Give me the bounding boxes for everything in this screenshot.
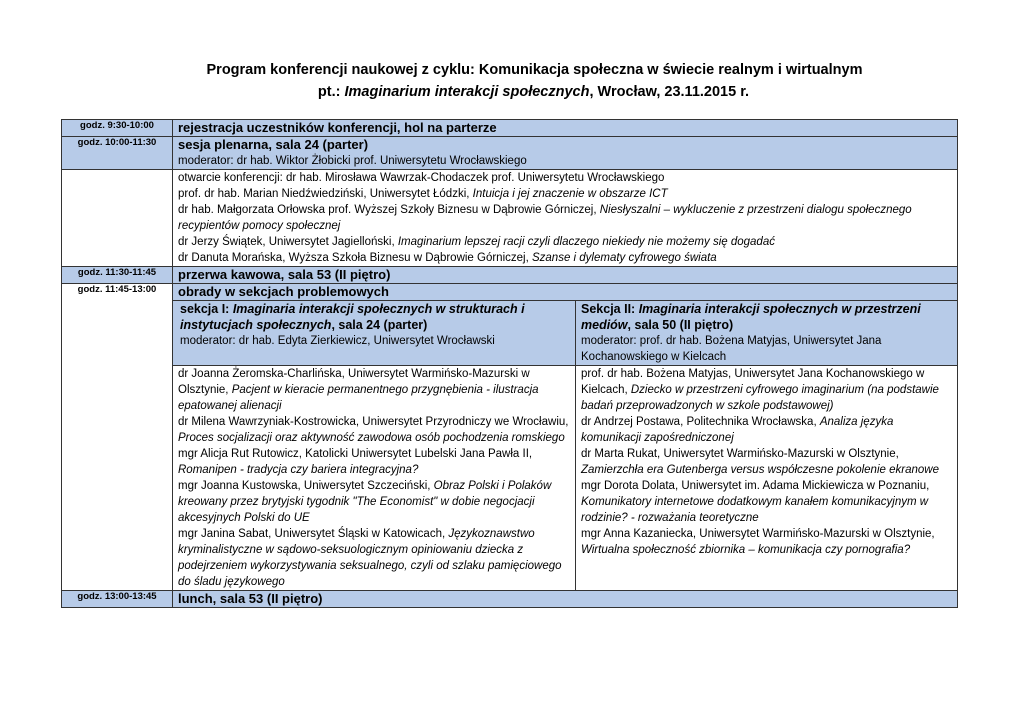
talk-author: mgr Alicja Rut Rutowicz, Katolicki Uniwersytet Lubelski Jana Pawła II,	[178, 448, 533, 460]
talk-item	[581, 526, 952, 558]
event-cell	[173, 120, 958, 137]
section-1-header	[173, 301, 576, 365]
list-item: dr Danuta Morańska, Wyższa Szkoła Biznesu w Dąbrowie Górniczej, Szanse i dylematy cyfrowego świata	[178, 252, 717, 264]
section-2-room: , sala 50 (II piętro)	[627, 318, 734, 332]
event-heading: sesja plenarna, sala 24 (parter)	[178, 137, 369, 152]
event-cell	[173, 267, 958, 284]
list-item: otwarcie konferencji: dr hab. Mirosława Wawrzak-Chodaczek prof. Uniwersytetu Wrocławskiego	[178, 172, 665, 184]
subtitle-prefix: pt.:	[317, 84, 345, 100]
subtitle-theme: Imaginarium interakcji społecznych	[344, 84, 590, 100]
page-subtitle	[0, 84, 1024, 100]
talk-item	[178, 526, 570, 590]
event-heading: obrady w sekcjach problemowych	[178, 284, 389, 299]
table-row	[62, 170, 958, 267]
table-row	[62, 366, 958, 591]
talk-title: Obraz Polski i Polaków kreowany przez brytyjski tygodnik "The Economist" w dobie negocjacji akcesyjnych Polski do UE	[178, 480, 552, 524]
time-cell: godz. 11:45-13:00	[62, 284, 173, 591]
talk-author: mgr Janina Sabat, Uniwersytet Śląski w Katowicach,	[178, 528, 449, 540]
talk-item	[178, 366, 570, 414]
section-2-talks	[576, 366, 958, 590]
section-1-talks	[173, 366, 576, 590]
table-row	[62, 120, 958, 137]
table-row	[62, 591, 958, 608]
list-item: prof. dr hab. Marian Niedźwiedziński, Uniwersytet Łódzki, Intuicja i jej znaczenie w obszarze ICT	[178, 188, 668, 200]
talk-author: dr Andrzej Postawa, Politechnika Wrocławska,	[581, 416, 820, 428]
event-cell	[173, 137, 958, 170]
talk-title: Wirtualna społeczność zbiornika – komunikacja czy pornografia?	[581, 544, 911, 556]
talk-item	[581, 414, 952, 446]
event-cell	[173, 591, 958, 608]
section-1-prefix: sekcja I:	[180, 302, 233, 316]
time-cell	[62, 170, 173, 267]
talk-title: Dziecko w przestrzeni cyfrowego imaginarium (na podstawie badań przeprowadzonych w szkole podstawowej)	[581, 384, 939, 412]
section-2-header	[576, 301, 958, 365]
program-table	[61, 119, 958, 608]
section-1-moderator: moderator: dr hab. Edyta Zierkiewicz, Uniwersytet Wrocławski	[180, 335, 495, 347]
talk-title: Komunikatory internetowe dodatkowym kanałem komunikacyjnym w rodzinie? - rozważania teoretyczne	[581, 496, 929, 524]
table-row	[62, 284, 958, 301]
table-row	[62, 137, 958, 170]
time-cell: godz. 13:00-13:45	[62, 591, 173, 608]
talk-item	[581, 478, 952, 526]
talk-title: Proces socjalizacji oraz aktywność zawodowa osób pochodzenia romskiego	[178, 432, 565, 444]
talk-author: dr Milena Wawrzyniak-Kostrowicka, Uniwersytet Przyrodniczy we Wrocławiu,	[178, 416, 569, 428]
talk-item	[581, 446, 952, 478]
talk-title: Językoznawstwo kryminalistyczne w sądowo-seksuologicznym opiniowaniu dziecka z podejrzeniem wykorzystywania seksualnego, czyli od szlaku pamięciowego do śladu językowego	[178, 528, 562, 588]
talk-author: mgr Dorota Dolata, Uniwersytet im. Adama Mickiewicza w Poznaniu,	[581, 480, 930, 492]
table-row	[62, 267, 958, 284]
talk-author: mgr Joanna Kustowska, Uniwersytet Szczeciński,	[178, 480, 434, 492]
list-item: dr hab. Małgorzata Orłowska prof. Wyższej Szkoły Biznesu w Dąbrowie Górniczej, Niesłyszalni – wykluczenie z przestrzeni dialogu społecznego recypientów pomocy społecznej	[178, 204, 912, 232]
talk-item	[581, 366, 952, 414]
talk-item	[178, 446, 570, 478]
time-cell: godz. 11:30-11:45	[62, 267, 173, 284]
section-2-title: Imaginaria interakcji społecznych w przestrzeni mediów	[581, 302, 921, 332]
event-cell	[173, 284, 958, 301]
talk-author: mgr Anna Kazaniecka, Uniwersytet Warmińsko-Mazurski w Olsztynie,	[581, 528, 935, 540]
event-heading: rejestracja uczestników konferencji, hol na parterze	[178, 120, 497, 135]
section-1-title: Imaginaria interakcji społecznych w strukturach i instytucjach społecznych	[180, 302, 525, 332]
list-item: dr Jerzy Świątek, Uniwersytet Jagielloński, Imaginarium lepszej racji czyli dlaczego niekiedy nie możemy się dogadać	[178, 236, 775, 248]
talk-author: dr Marta Rukat, Uniwersytet Warmińsko-Mazurski w Olsztynie,	[581, 448, 899, 460]
sections-header-cell	[173, 301, 958, 366]
time-cell: godz. 10:00-11:30	[62, 137, 173, 170]
page-title: Program konferencji naukowej z cyklu: Komunikacja społeczna w świecie realnym i wirtualnym	[206, 62, 863, 78]
event-heading: lunch, sala 53 (II piętro)	[178, 591, 323, 606]
talk-author: dr Joanna Żeromska-Charlińska, Uniwersytet Warmińsko-Mazurski w Olsztynie,	[178, 368, 530, 396]
section-1-room: , sala 24 (parter)	[331, 318, 428, 332]
section-2-moderator: moderator: prof. dr hab. Bożena Matyjas, Uniwersytet Jana Kochanowskiego w Kielcach	[581, 335, 882, 363]
sections-talks-cell	[173, 366, 958, 591]
talk-title: Romanipen - tradycja czy bariera integracyjna?	[178, 464, 419, 476]
talk-title: Zamierzchła era Gutenberga versus współczesne pokolenie ekranowe	[581, 464, 939, 476]
section-2-prefix: Sekcja II:	[581, 302, 639, 316]
moderator-text: moderator: dr hab. Wiktor Żłobicki prof. Uniwersytetu Wrocławskiego	[178, 155, 527, 167]
talk-item	[178, 478, 570, 526]
talk-title: Pacjent w kieracie permanentnego przygnębienia - ilustracja epatowanej alienacji	[178, 384, 539, 412]
plenary-talks-cell	[173, 170, 958, 267]
talk-item	[178, 414, 570, 446]
time-cell: godz. 9:30-10:00	[62, 120, 173, 137]
subtitle-place-date: , Wrocław, 23.11.2015 r.	[589, 84, 750, 100]
talk-author: prof. dr hab. Bożena Matyjas, Uniwersytet Jana Kochanowskiego w Kielcach,	[581, 368, 925, 396]
talk-title: Analiza języka komunikacji zapośredniczonej	[581, 416, 894, 444]
event-heading: przerwa kawowa, sala 53 (II piętro)	[178, 267, 391, 282]
table-row	[62, 301, 958, 366]
